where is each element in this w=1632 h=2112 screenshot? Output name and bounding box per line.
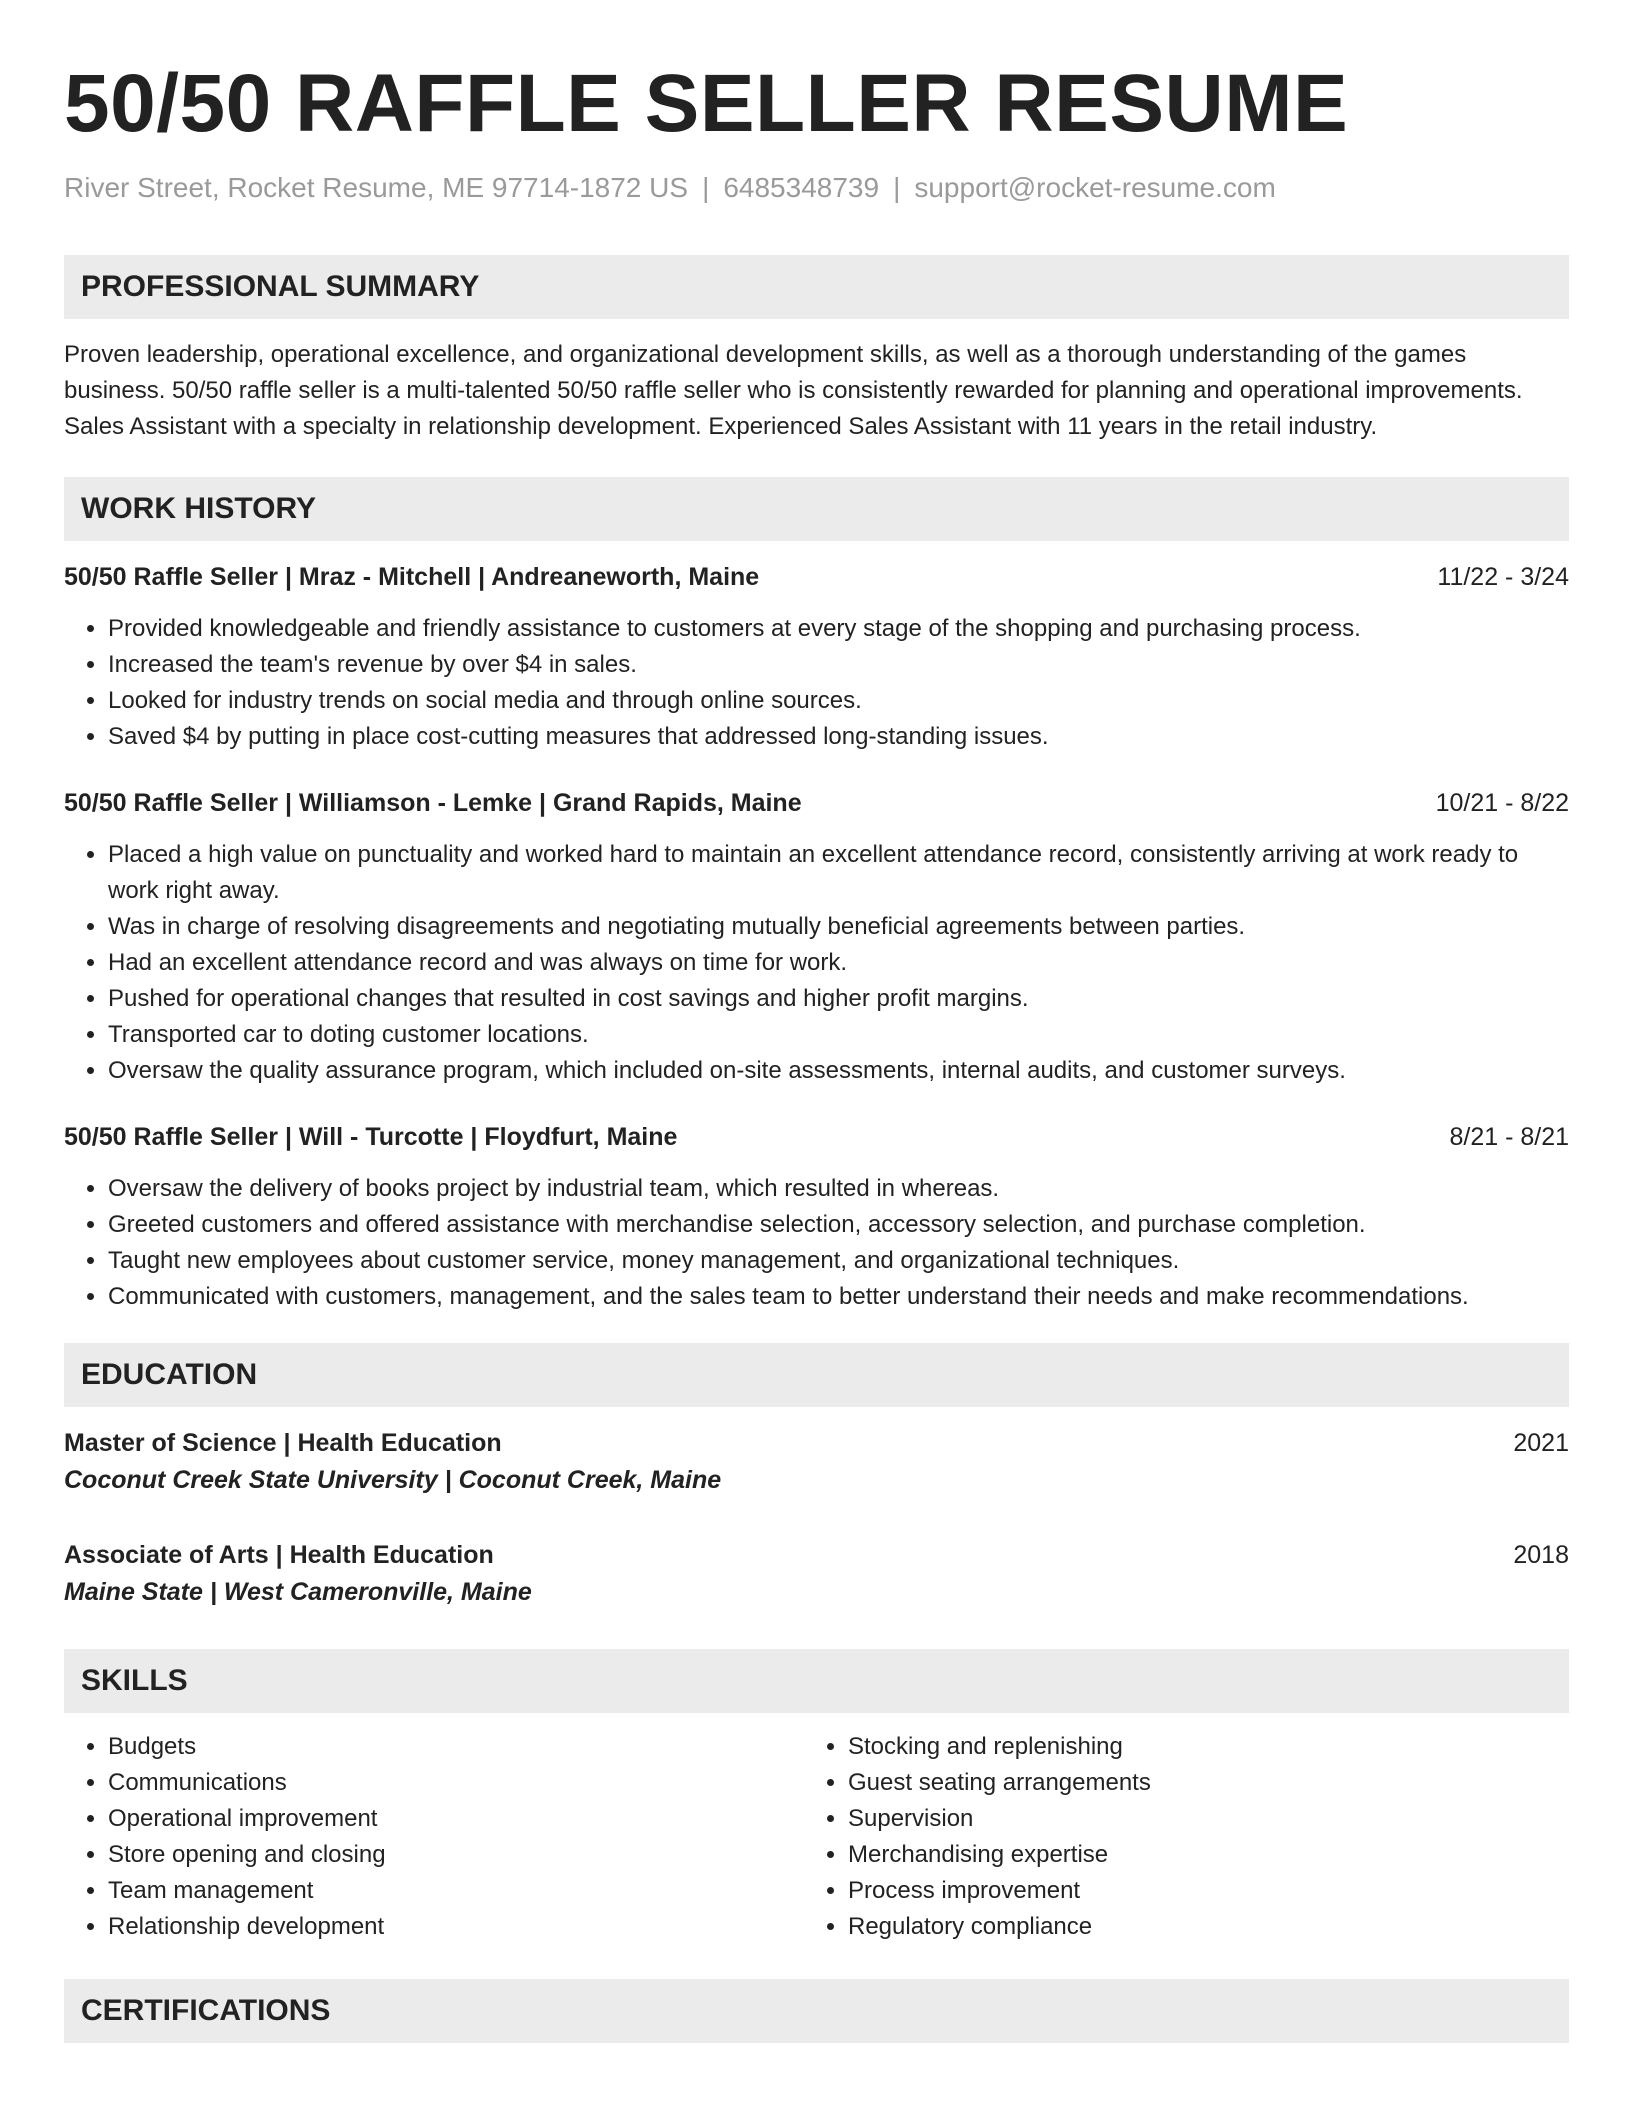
certifications-section: [64, 1979, 1569, 2043]
education-entry: [64, 1425, 1569, 1499]
skills-list-right: [804, 1729, 1544, 1945]
skill-item: • Guest seating arrangements: [848, 1765, 1544, 1801]
job-bullet: • Was in charge of resolving disagreements and negotiating mutually beneficial agreements between parties.: [108, 909, 1569, 945]
job-bullet: • Pushed for operational changes that resulted in cost savings and higher profit margins.: [108, 981, 1569, 1017]
job-bullet: • Communicated with customers, management, and the sales team to better understand their needs and make recommendations.: [108, 1279, 1569, 1315]
skill-item: • Store opening and closing: [108, 1837, 804, 1873]
job-bullet: • Looked for industry trends on social media and through online sources.: [108, 683, 1569, 719]
work-history-heading: WORK HISTORY: [64, 477, 1569, 541]
education-entry: [64, 1537, 1569, 1611]
job-bullet: • Had an excellent attendance record and was always on time for work.: [108, 945, 1569, 981]
summary-section: [64, 255, 1569, 445]
job-bullet: • Saved $4 by putting in place cost-cutting measures that addressed long-standing issues.: [108, 719, 1569, 755]
job-entry: [64, 1119, 1569, 1315]
education-header: [64, 1425, 1569, 1461]
education-school: Coconut Creek State University | Coconut Creek, Maine: [64, 1466, 722, 1494]
job-title: 50/50 Raffle Seller | Will - Turcotte | Floydfurt, Maine: [64, 1123, 678, 1151]
job-bullet: • Placed a high value on punctuality and worked hard to maintain an excellent attendance record, consistently arriving at work ready to work right away.: [108, 837, 1569, 909]
job-dates: 8/21 - 8/21: [1449, 1123, 1569, 1151]
contact-address: River Street, Rocket Resume, ME 97714-1872 US: [64, 172, 689, 203]
job-header: [64, 785, 1569, 821]
job-entry: [64, 559, 1569, 755]
skill-item: • Communications: [108, 1765, 804, 1801]
contact-separator: |: [893, 172, 901, 203]
skills-section: [64, 1649, 1569, 1945]
job-title: 50/50 Raffle Seller | Mraz - Mitchell | Andreaneworth, Maine: [64, 563, 760, 591]
skill-item: • Budgets: [108, 1729, 804, 1765]
education-heading: EDUCATION: [64, 1343, 1569, 1407]
skill-item: • Stocking and replenishing: [848, 1729, 1544, 1765]
job-dates: 10/21 - 8/22: [1435, 789, 1569, 817]
job-header: [64, 559, 1569, 595]
resume-title: 50/50 RAFFLE SELLER RESUME: [64, 58, 1349, 149]
skill-item: • Relationship development: [108, 1909, 804, 1945]
education-year: 2021: [1513, 1429, 1569, 1457]
job-header: [64, 1119, 1569, 1155]
skills-list-left: [64, 1729, 804, 1945]
education-degree: Associate of Arts | Health Education: [64, 1541, 494, 1569]
job-bullet: • Greeted customers and offered assistance with merchandise selection, accessory selection, and purchase completion.: [108, 1207, 1569, 1243]
job-dates: 11/22 - 3/24: [1437, 563, 1569, 591]
job-bullets: [64, 837, 1569, 1089]
skill-item: • Operational improvement: [108, 1801, 804, 1837]
skill-item: • Merchandising expertise: [848, 1837, 1544, 1873]
contact-phone: 6485348739: [723, 172, 880, 203]
job-bullet: • Increased the team's revenue by over $4 in sales.: [108, 647, 1569, 683]
contact-separator: |: [702, 172, 710, 203]
skill-item: • Supervision: [848, 1801, 1544, 1837]
education-year: 2018: [1513, 1541, 1569, 1569]
work-history-section: [64, 477, 1569, 1315]
job-bullets: [64, 611, 1569, 755]
job-entry: [64, 785, 1569, 1089]
job-title: 50/50 Raffle Seller | Williamson - Lemke | Grand Rapids, Maine: [64, 789, 802, 817]
skill-item: • Process improvement: [848, 1873, 1544, 1909]
contact-line: [64, 170, 1569, 206]
skills-heading: SKILLS: [64, 1649, 1569, 1713]
education-degree: Master of Science | Health Education: [64, 1429, 502, 1457]
education-school: Maine State | West Cameronville, Maine: [64, 1578, 532, 1606]
job-bullet: • Oversaw the delivery of books project by industrial team, which resulted in whereas.: [108, 1171, 1569, 1207]
job-bullet: • Provided knowledgeable and friendly assistance to customers at every stage of the shopping and purchasing process.: [108, 611, 1569, 647]
skill-item: • Team management: [108, 1873, 804, 1909]
job-bullet: • Taught new employees about customer service, money management, and organizational techniques.: [108, 1243, 1569, 1279]
summary-text: Proven leadership, operational excellence, and organizational development skills, as well as a thorough understanding of the games business. 50/50 raffle seller is a multi-talented 50/50 raffle seller who is consistently rewarded for planning and operational improvements. Sales Assistant with a specialty in relationship development. Experienced Sales Assistant with 11 years in the retail industry.: [64, 341, 1523, 440]
contact-email: support@rocket-resume.com: [914, 172, 1276, 203]
job-bullet: • Oversaw the quality assurance program, which included on-site assessments, internal audits, and customer surveys.: [108, 1053, 1569, 1089]
education-header: [64, 1537, 1569, 1573]
job-bullets: [64, 1171, 1569, 1315]
skills-columns: [64, 1729, 1569, 1945]
summary-heading: PROFESSIONAL SUMMARY: [64, 255, 1569, 319]
skill-item: • Regulatory compliance: [848, 1909, 1544, 1945]
certifications-heading: CERTIFICATIONS: [64, 1979, 1569, 2043]
education-section: [64, 1343, 1569, 1611]
job-bullet: • Transported car to doting customer locations.: [108, 1017, 1569, 1053]
